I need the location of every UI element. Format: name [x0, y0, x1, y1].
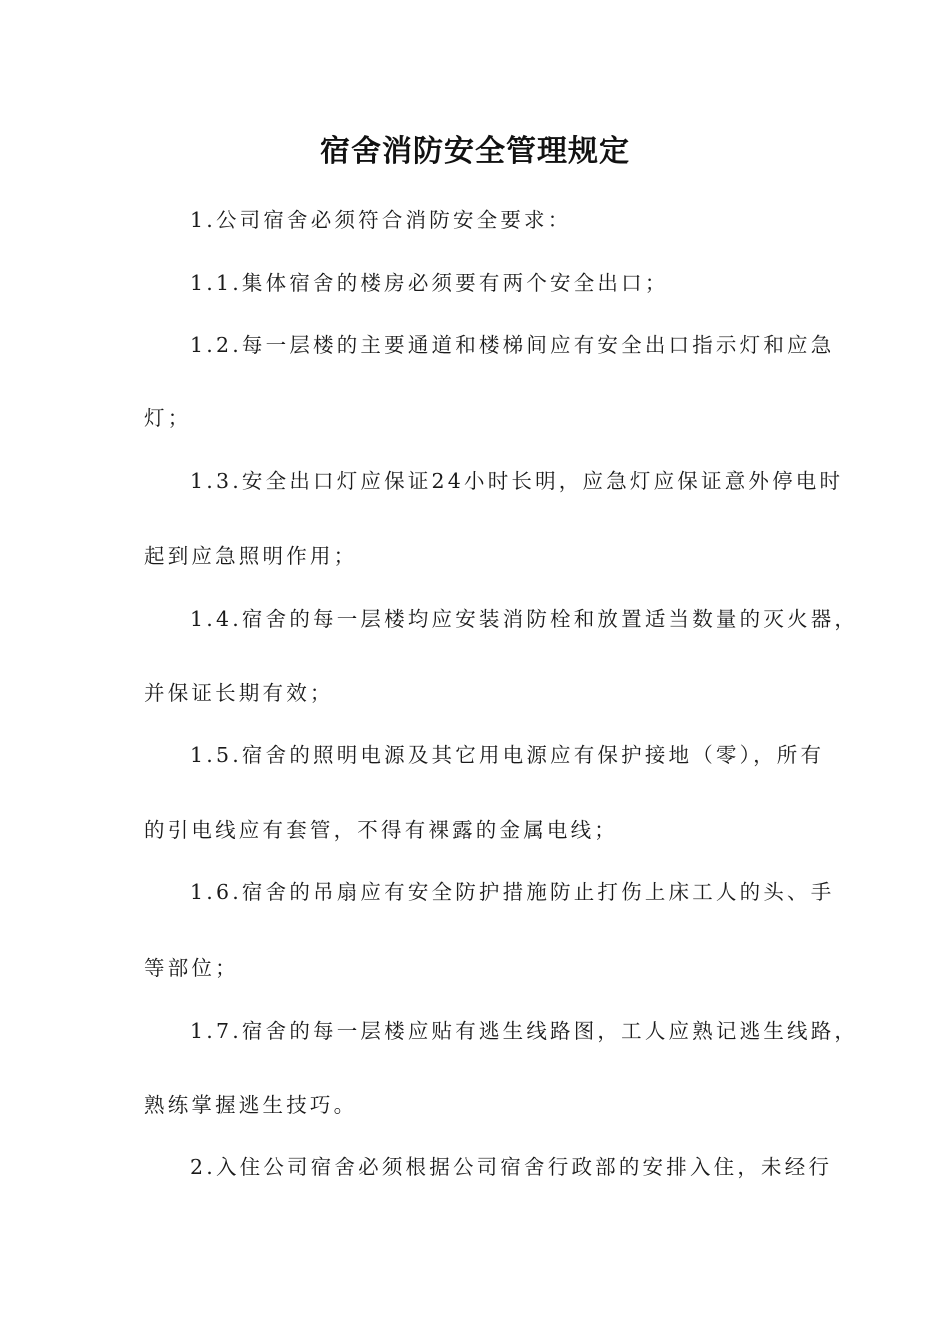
paragraph-line-1-4: 1.4.宿舍的每一层楼均应安装消防栓和放置适当数量的灭火器，: [190, 607, 859, 631]
paragraph-line-1-5-cont: 的引电线应有套管，不得有裸露的金属电线；: [144, 818, 618, 842]
paragraph-line-1: 1.公司宿舍必须符合消防安全要求：: [190, 208, 572, 232]
paragraph-line-1-6-cont: 等部位；: [144, 956, 239, 980]
paragraph-line-1-1: 1.1.集体宿舍的楼房必须要有两个安全出口；: [190, 271, 669, 295]
paragraph-line-1-2-cont: 灯；: [144, 406, 192, 430]
paragraph-line-1-7: 1.7.宿舍的每一层楼应贴有逃生线路图，工人应熟记逃生线路，: [190, 1019, 859, 1043]
paragraph-line-1-7-cont: 熟练掌握逃生技巧。: [144, 1093, 358, 1117]
paragraph-line-1-5: 1.5.宿舍的照明电源及其它用电源应有保护接地（零），所有: [190, 743, 825, 767]
document-title: 宿舍消防安全管理规定: [320, 134, 630, 169]
paragraph-line-1-2: 1.2.每一层楼的主要通道和楼梯间应有安全出口指示灯和应急: [190, 333, 835, 357]
paragraph-line-1-4-cont: 并保证长期有效；: [144, 681, 334, 705]
paragraph-line-1-3-cont: 起到应急照明作用；: [144, 544, 358, 568]
paragraph-line-1-3: 1.3.安全出口灯应保证24小时长明，应急灯应保证意外停电时: [190, 469, 844, 493]
paragraph-line-2: 2.入住公司宿舍必须根据公司宿舍行政部的安排入住，未经行: [190, 1155, 833, 1179]
paragraph-line-1-6: 1.6.宿舍的吊扇应有安全防护措施防止打伤上床工人的头、手: [190, 880, 835, 904]
